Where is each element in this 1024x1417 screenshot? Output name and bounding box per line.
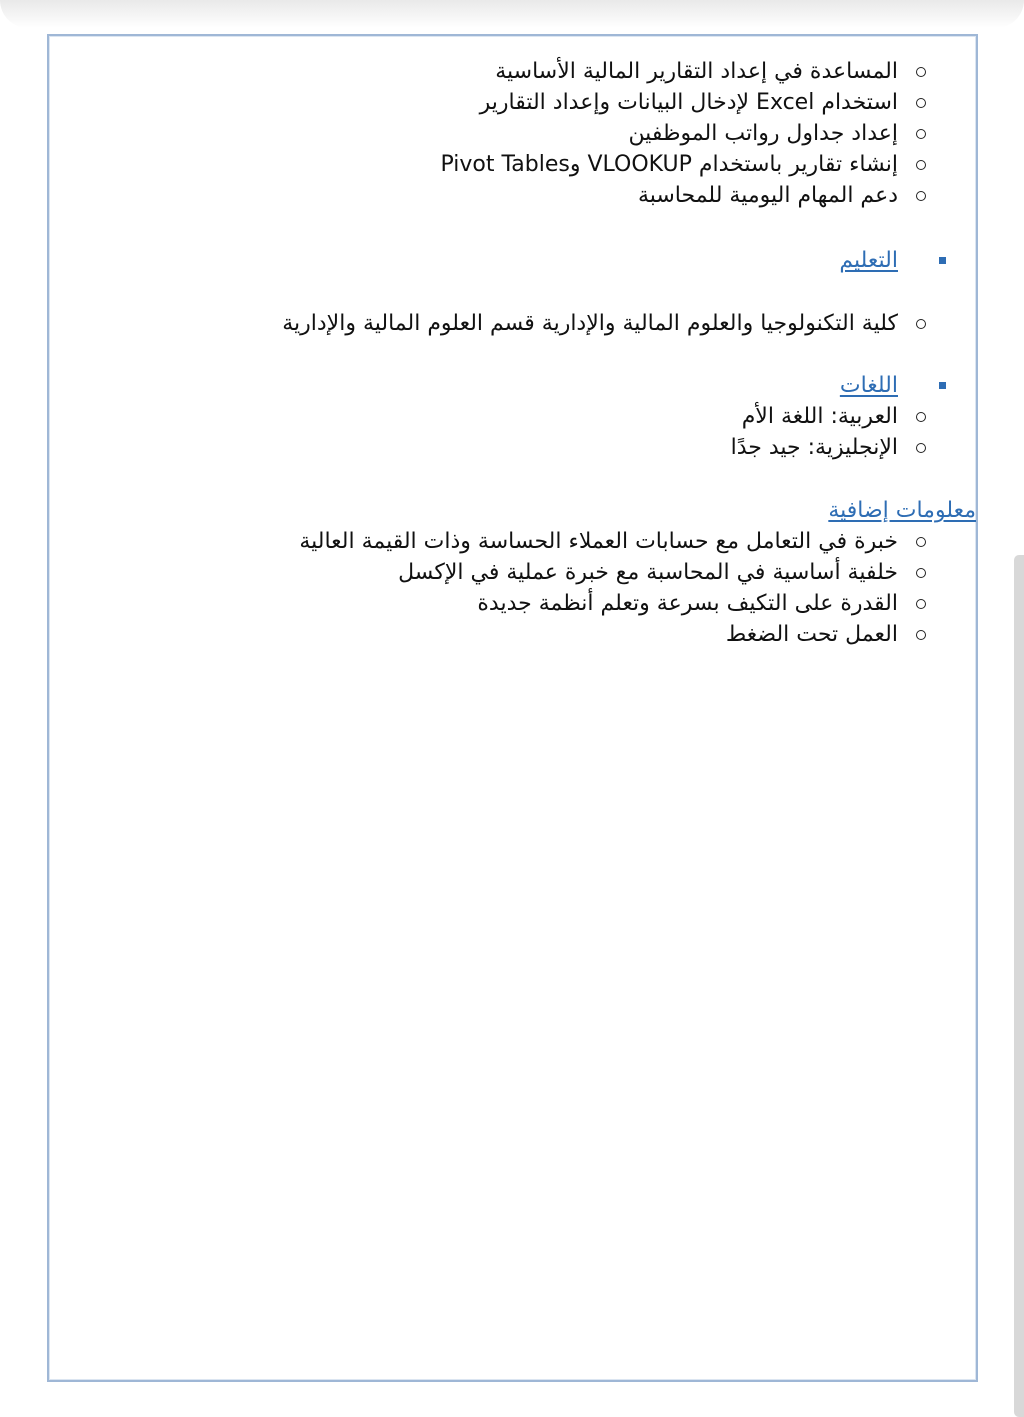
circle-bullet-icon [916,160,926,170]
circle-bullet-icon [916,537,926,547]
education-heading: التعليم [150,245,950,276]
list-item: المساعدة في إعداد التقارير المالية الأساسية [150,56,950,87]
square-bullet-icon [939,257,946,264]
list-item: إنشاء تقارير باستخدام VLOOKUP وPivot Tables [150,149,950,180]
additional-info-heading: معلومات إضافية [828,498,976,523]
list-item: خلفية أساسية في المحاسبة مع خبرة عملية في الإكسل [150,557,950,588]
experience-task-list [150,56,950,211]
square-bullet-icon [939,382,946,389]
circle-bullet-icon [916,443,926,453]
document-content [150,54,976,650]
circle-bullet-icon [916,67,926,77]
additional-info-list [150,526,950,650]
list-item: الإنجليزية: جيد جدًا [150,432,950,463]
circle-bullet-icon [916,129,926,139]
list-item: استخدام Excel لإدخال البيانات وإعداد التقارير [150,87,950,118]
circle-bullet-icon [916,98,926,108]
education-list [150,308,950,339]
list-item: كلية التكنولوجيا والعلوم المالية والإدارية قسم العلوم المالية والإدارية [150,308,950,339]
circle-bullet-icon [916,412,926,422]
languages-heading: اللغات [150,370,950,401]
circle-bullet-icon [916,191,926,201]
list-item: القدرة على التكيف بسرعة وتعلم أنظمة جديدة [150,588,950,619]
circle-bullet-icon [916,599,926,609]
circle-bullet-icon [916,568,926,578]
scrollbar[interactable] [1014,555,1024,1417]
list-item: دعم المهام اليومية للمحاسبة [150,180,950,211]
list-item: العمل تحت الضغط [150,619,950,650]
list-item: خبرة في التعامل مع حسابات العملاء الحساسة وذات القيمة العالية [150,526,950,557]
circle-bullet-icon [916,319,926,329]
list-item: العربية: اللغة الأم [150,401,950,432]
list-item: إعداد جداول رواتب الموظفين [150,118,950,149]
languages-list [150,401,950,463]
circle-bullet-icon [916,630,926,640]
top-shadow [0,0,1024,28]
